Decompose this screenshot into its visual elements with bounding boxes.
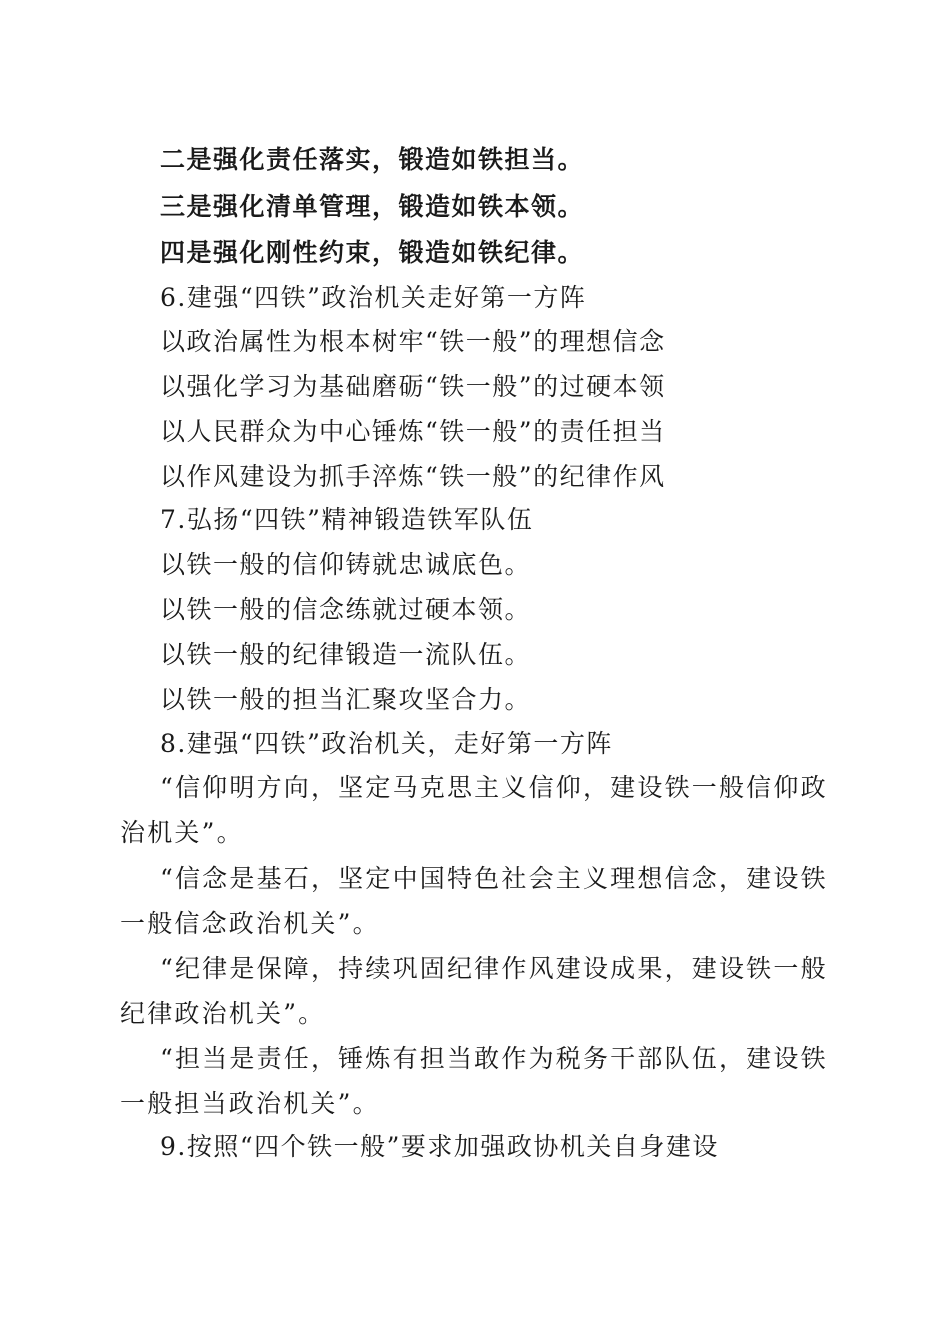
- paragraph-point-two: 二是强化责任落实，锻造如铁担当。: [160, 145, 585, 174]
- list-item: 以人民群众为中心锤炼“铁一般”的责任担当: [160, 417, 666, 446]
- list-item: 以铁一般的信仰铸就忠诚底色。: [160, 550, 532, 579]
- list-item: 以铁一般的纪律锻造一流队伍。: [160, 640, 532, 669]
- list-item: 以作风建设为抓手淬炼“铁一般”的纪律作风: [160, 462, 666, 491]
- section-heading-7: 7.弘扬“四铁”精神锻造铁军队伍: [160, 505, 534, 534]
- section-heading-6: 6.建强“四铁”政治机关走好第一方阵: [160, 283, 587, 312]
- list-item: 以铁一般的信念练就过硬本领。: [160, 595, 532, 624]
- quote-paragraph: “纪律是保障，持续巩固纪律作风建设成果，建设铁一般纪律政治机关”。: [120, 954, 828, 1028]
- quote-paragraph: “担当是责任，锤炼有担当敢作为税务干部队伍，建设铁一般担当政治机关”。: [120, 1044, 828, 1118]
- paragraph-point-four: 四是强化刚性约束，锻造如铁纪律。: [160, 238, 585, 267]
- paragraph-point-three: 三是强化清单管理，锻造如铁本领。: [160, 192, 585, 221]
- list-item: 以政治属性为根本树牢“铁一般”的理想信念: [160, 327, 666, 356]
- quote-paragraph: “信念是基石，坚定中国特色社会主义理想信念，建设铁一般信念政治机关”。: [120, 864, 828, 938]
- section-heading-9: 9.按照“四个铁一般”要求加强政协机关自身建设: [160, 1132, 719, 1161]
- quote-paragraph: “信仰明方向，坚定马克思主义信仰，建设铁一般信仰政治机关”。: [120, 773, 828, 847]
- section-heading-8: 8.建强“四铁”政治机关，走好第一方阵: [160, 729, 613, 758]
- list-item: 以强化学习为基础磨砺“铁一般”的过硬本领: [160, 372, 666, 401]
- list-item: 以铁一般的担当汇聚攻坚合力。: [160, 685, 532, 714]
